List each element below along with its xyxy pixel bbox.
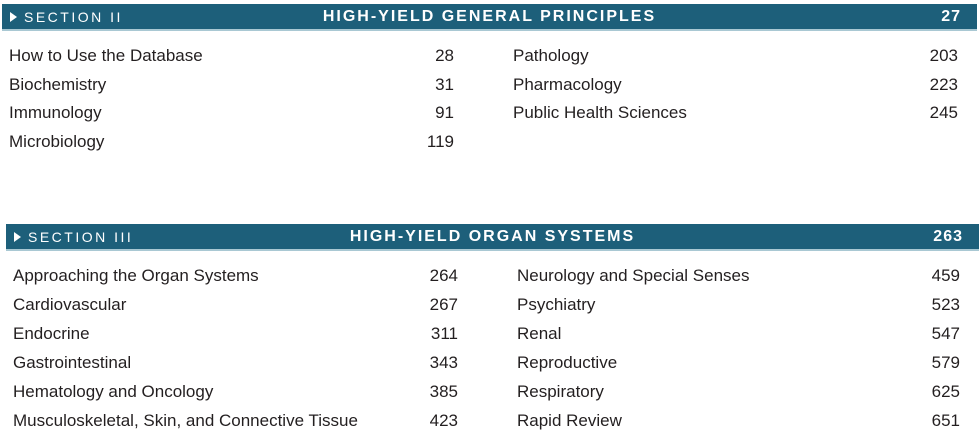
toc-entry-title: Pathology xyxy=(513,46,589,65)
toc-entry-title: Pharmacology xyxy=(513,74,622,94)
toc-entry[interactable] xyxy=(517,351,960,375)
toc-entry-title: Psychiatry xyxy=(517,295,596,314)
toc-entry[interactable] xyxy=(9,101,454,125)
toc-entry-page: 547 xyxy=(931,324,960,343)
toc-entry-title: Biochemistry xyxy=(9,74,107,94)
toc-entry-title: Gastrointestinal xyxy=(13,353,132,372)
toc-entry-page: 267 xyxy=(429,295,458,314)
toc-entry[interactable] xyxy=(517,409,960,433)
toc-entry-page: 423 xyxy=(429,411,458,430)
toc-entry-title: Microbiology xyxy=(9,131,105,151)
section-title: HIGH-YIELD ORGAN SYSTEMS xyxy=(349,228,636,245)
toc-entry-page: 245 xyxy=(929,103,958,122)
toc-entry[interactable] xyxy=(13,409,458,433)
toc-entry-title: How to Use the Database xyxy=(9,46,203,65)
toc-entry-page: 203 xyxy=(929,46,958,65)
toc-entry-title: Cardiovascular xyxy=(13,295,127,314)
section-title: HIGH-YIELD GENERAL PRINCIPLES xyxy=(322,8,657,25)
toc-entry-page: 119 xyxy=(426,131,454,151)
section-label: SECTION III xyxy=(28,229,134,245)
toc-entry[interactable] xyxy=(513,101,958,125)
toc-entry[interactable] xyxy=(517,293,960,317)
toc-entry-page: 523 xyxy=(931,295,960,314)
toc-entry-title: Neurology and Special Senses xyxy=(517,266,750,285)
section-ii-banner xyxy=(2,4,977,31)
toc-entry-page: 459 xyxy=(931,266,960,285)
toc-entry-page: 651 xyxy=(931,411,960,430)
toc-entry-title: Reproductive xyxy=(517,353,618,372)
section-label: SECTION II xyxy=(24,9,123,25)
toc-entry[interactable] xyxy=(513,44,958,68)
toc-entry-page: 91 xyxy=(435,103,454,122)
toc-entry[interactable] xyxy=(13,380,458,404)
toc-entry-title: Hematology and Oncology xyxy=(13,382,214,401)
toc-entry-title: Rapid Review xyxy=(517,411,622,430)
toc-entry-title: Endocrine xyxy=(13,324,90,343)
toc-entry-page: 343 xyxy=(429,353,458,372)
toc-entry[interactable] xyxy=(9,44,454,68)
toc-entry-page: 264 xyxy=(429,266,458,285)
section-page-number: 27 xyxy=(941,8,961,25)
toc-entry-title: Public Health Sciences xyxy=(513,103,687,122)
section-iii-banner xyxy=(6,224,979,251)
toc-entry[interactable] xyxy=(517,322,960,346)
toc-entry[interactable] xyxy=(9,130,454,154)
toc-entry-page: 625 xyxy=(931,382,960,401)
toc-entry-page: 579 xyxy=(931,353,960,372)
toc-entry[interactable] xyxy=(13,264,458,288)
toc-entry-page: 28 xyxy=(435,46,454,65)
section-page-number: 263 xyxy=(933,228,963,245)
toc-entry-title: Respiratory xyxy=(517,382,604,401)
toc-entry-page: 223 xyxy=(929,74,958,94)
toc-entry-page: 31 xyxy=(435,74,454,94)
toc-entry-page: 311 xyxy=(430,324,458,343)
toc-entry-page: 385 xyxy=(429,382,458,401)
toc-entry-title: Musculoskeletal, Skin, and Connective Tissue xyxy=(13,411,358,430)
toc-entry[interactable] xyxy=(517,264,960,288)
toc-entry[interactable] xyxy=(9,73,454,97)
toc-entry[interactable] xyxy=(517,380,960,404)
toc-entry-title: Approaching the Organ Systems xyxy=(13,266,259,285)
toc-entry[interactable] xyxy=(13,322,458,346)
toc-entry-title: Immunology xyxy=(9,103,102,122)
toc-entry[interactable] xyxy=(13,351,458,375)
toc-entry[interactable] xyxy=(13,293,458,317)
toc-entry-title: Renal xyxy=(517,324,562,343)
toc-entry[interactable] xyxy=(513,73,958,97)
